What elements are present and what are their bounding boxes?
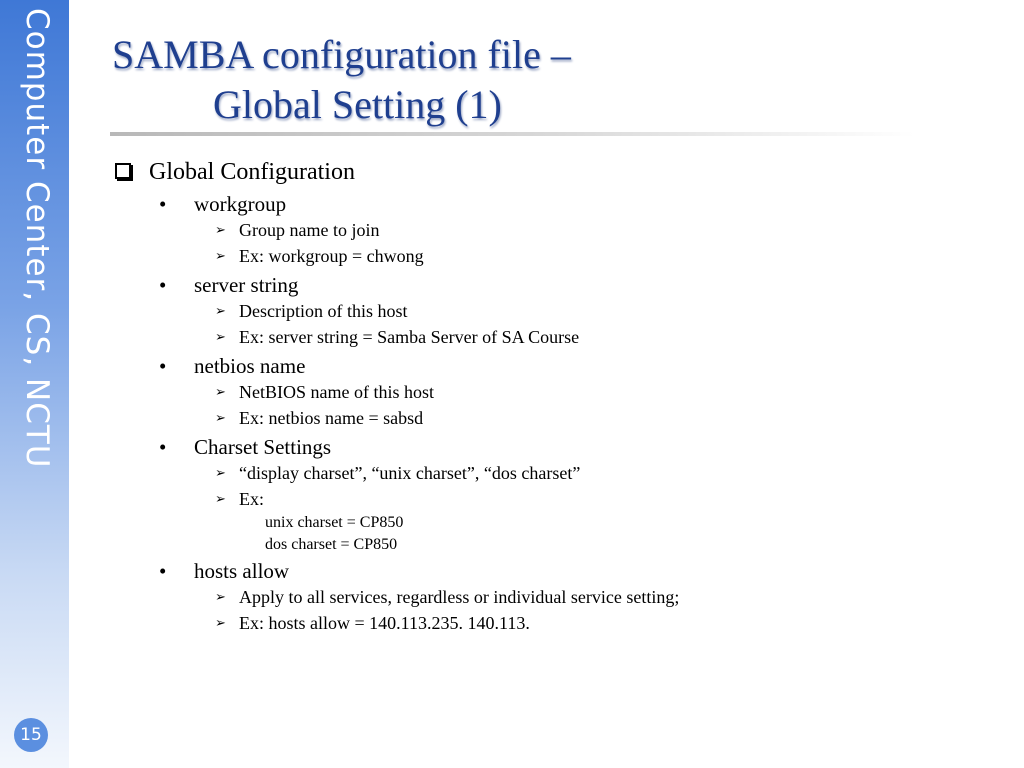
sub-item-text: NetBIOS name of this host (239, 382, 434, 402)
title-divider (110, 132, 915, 136)
item-label: hosts allow (194, 559, 290, 583)
sub-item-text: Ex: hosts allow = 140.113.235. 140.113. (239, 612, 530, 633)
list-item (112, 434, 992, 461)
sub-item-text: Apply to all services, regardless or individual service setting; (239, 587, 680, 607)
slide-title (112, 30, 571, 130)
arrow-bullet-icon: ➢ (215, 466, 226, 481)
sidebar-title-text: Computer Center, CS, NCTU (19, 8, 55, 469)
bullet-dot-icon: • (159, 354, 167, 378)
bullet-dot-icon: • (159, 559, 167, 583)
sub-item (112, 218, 992, 244)
sub-item (112, 325, 992, 351)
list-item (112, 191, 992, 218)
arrow-bullet-icon: ➢ (215, 223, 226, 238)
arrow-bullet-icon: ➢ (215, 590, 226, 605)
section-heading-text: Global Configuration (149, 159, 355, 185)
sub-item (112, 244, 992, 270)
arrow-bullet-icon: ➢ (215, 410, 226, 426)
sub-item (112, 585, 992, 611)
example-line: unix charset = CP850 (265, 514, 404, 531)
slide-title-line-2: Global Setting (1) (213, 82, 502, 127)
sub-item-text: Description of this host (239, 301, 408, 321)
bullet-dot-icon: • (159, 192, 167, 216)
sidebar-title (17, 8, 57, 488)
arrow-bullet-icon: ➢ (215, 248, 226, 264)
sub-item (112, 487, 992, 513)
sub-item (112, 611, 992, 637)
bullet-dot-icon: • (159, 435, 167, 459)
sub-item (112, 299, 992, 325)
bullet-dot-icon: • (159, 273, 167, 297)
sub-item-text: Ex: workgroup = chwong (239, 245, 424, 266)
arrow-bullet-icon: ➢ (215, 491, 226, 507)
item-label: workgroup (194, 192, 287, 216)
sub-item-text: Ex: netbios name = sabsd (239, 407, 424, 428)
arrow-bullet-icon: ➢ (215, 385, 226, 400)
page-number-badge: 15 (14, 718, 48, 752)
arrow-bullet-icon: ➢ (215, 615, 226, 631)
checkbox-bullet-icon (115, 163, 131, 179)
list-item (112, 353, 992, 380)
sub-item-text: Ex: server string = Samba Server of SA Course (239, 326, 580, 347)
item-label: netbios name (194, 354, 306, 378)
list-item (112, 558, 992, 585)
sub-item (112, 380, 992, 406)
arrow-bullet-icon: ➢ (215, 304, 226, 319)
example-line: dos charset = CP850 (265, 535, 398, 553)
sidebar (0, 0, 69, 768)
slide-content (112, 156, 992, 636)
sub-item (112, 406, 992, 432)
sub-item-text: “display charset”, “unix charset”, “dos charset” (239, 463, 581, 483)
sub-item-text: Ex: (239, 488, 264, 509)
list-item (112, 272, 992, 299)
section-heading (112, 156, 992, 188)
item-label: Charset Settings (194, 435, 332, 459)
item-label: server string (194, 273, 299, 297)
slide-title-line-1: SAMBA configuration file – (112, 32, 571, 77)
sub-item-text: Group name to join (239, 220, 380, 240)
sub-item (112, 461, 992, 487)
arrow-bullet-icon: ➢ (215, 329, 226, 345)
